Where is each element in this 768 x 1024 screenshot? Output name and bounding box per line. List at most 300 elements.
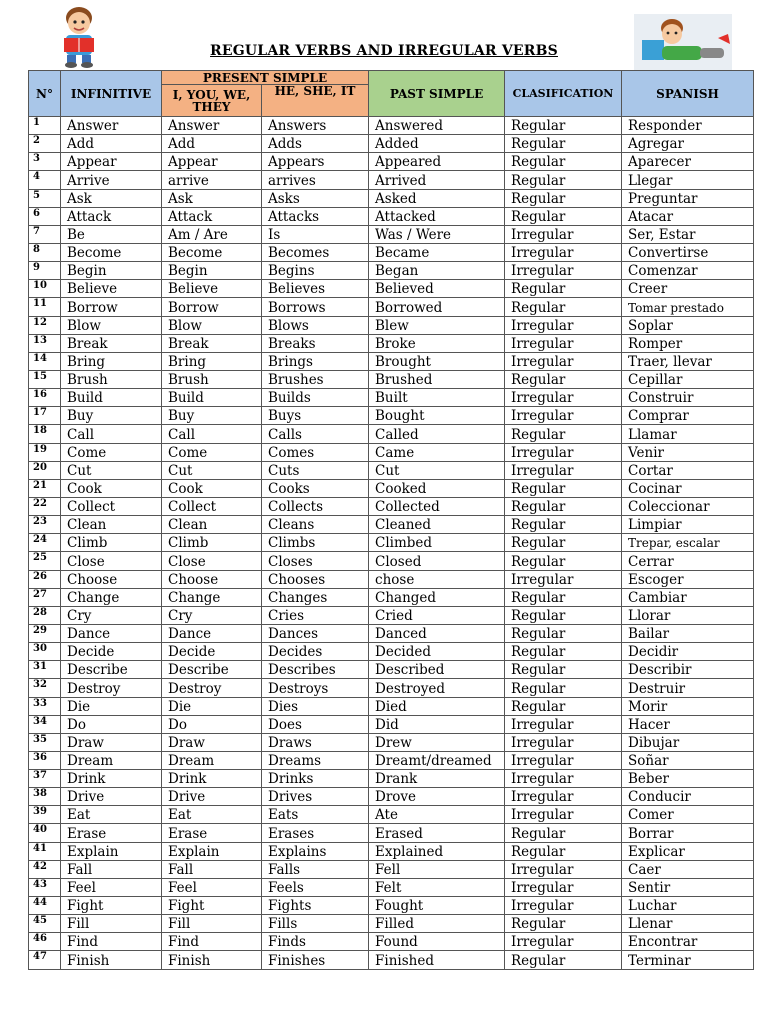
cell-infinitive: Explain (61, 842, 162, 860)
cell-number: 27 (29, 588, 61, 606)
table-row (29, 316, 754, 334)
cell-past-simple: Closed (369, 552, 505, 570)
table-row (29, 643, 754, 661)
cell-classification: Irregular (505, 751, 622, 769)
cell-infinitive: Describe (61, 661, 162, 679)
cell-present-singular: Chooses (262, 570, 369, 588)
cell-present-singular: Calls (262, 425, 369, 443)
table-row (29, 951, 754, 969)
cell-present-singular: Destroys (262, 679, 369, 697)
cell-present-plural: Buy (162, 407, 262, 425)
cell-present-plural: Close (162, 552, 262, 570)
cell-present-plural: Come (162, 443, 262, 461)
cell-number: 2 (29, 135, 61, 153)
cell-present-singular: Asks (262, 189, 369, 207)
cell-classification: Regular (505, 171, 622, 189)
cell-present-plural: Die (162, 697, 262, 715)
cell-present-singular: Erases (262, 824, 369, 842)
cell-spanish: Construir (622, 389, 754, 407)
cell-spanish: Romper (622, 334, 754, 352)
cell-spanish: Soplar (622, 316, 754, 334)
table-row (29, 552, 754, 570)
cell-number: 13 (29, 334, 61, 352)
table-row (29, 697, 754, 715)
cell-present-plural: Dance (162, 624, 262, 642)
table-row (29, 806, 754, 824)
cell-classification: Irregular (505, 461, 622, 479)
table-row (29, 407, 754, 425)
cell-present-plural: Dream (162, 751, 262, 769)
cell-present-plural: Climb (162, 534, 262, 552)
cell-present-plural: Erase (162, 824, 262, 842)
table-row (29, 788, 754, 806)
cell-present-plural: Bring (162, 352, 262, 370)
cell-present-singular: Explains (262, 842, 369, 860)
cell-present-singular: Cleans (262, 516, 369, 534)
header-spanish: SPANISH (622, 71, 754, 117)
cell-number: 5 (29, 189, 61, 207)
cell-infinitive: Erase (61, 824, 162, 842)
cell-number: 38 (29, 788, 61, 806)
cell-number: 11 (29, 298, 61, 316)
cell-present-plural: Call (162, 425, 262, 443)
cell-past-simple: Destroyed (369, 679, 505, 697)
table-row (29, 751, 754, 769)
cell-infinitive: Change (61, 588, 162, 606)
cell-infinitive: Finish (61, 951, 162, 969)
cell-present-singular: Finds (262, 933, 369, 951)
cell-spanish: Encontrar (622, 933, 754, 951)
cell-past-simple: Cooked (369, 479, 505, 497)
cell-spanish: Limpiar (622, 516, 754, 534)
cell-classification: Regular (505, 189, 622, 207)
cell-infinitive: Believe (61, 280, 162, 298)
table-row (29, 207, 754, 225)
cell-infinitive: Borrow (61, 298, 162, 316)
header-he-she-it: HE, SHE, IT (262, 85, 369, 117)
cell-spanish: Caer (622, 860, 754, 878)
cell-classification: Regular (505, 552, 622, 570)
cell-classification: Regular (505, 298, 622, 316)
cell-classification: Irregular (505, 225, 622, 243)
cell-infinitive: Ask (61, 189, 162, 207)
cell-present-plural: Find (162, 933, 262, 951)
cell-spanish: Trepar, escalar (622, 534, 754, 552)
cell-past-simple: Climbed (369, 534, 505, 552)
cell-past-simple: Brushed (369, 370, 505, 388)
cell-past-simple: Built (369, 389, 505, 407)
cell-infinitive: Clean (61, 516, 162, 534)
cell-number: 35 (29, 733, 61, 751)
cell-present-plural: Drink (162, 770, 262, 788)
cell-past-simple: Described (369, 661, 505, 679)
cell-infinitive: Cut (61, 461, 162, 479)
cell-present-plural: Break (162, 334, 262, 352)
cell-present-plural: Build (162, 389, 262, 407)
cell-classification: Irregular (505, 770, 622, 788)
verbs-table (28, 70, 754, 970)
cell-present-plural: Begin (162, 262, 262, 280)
cell-present-singular: Fights (262, 897, 369, 915)
cell-number: 12 (29, 316, 61, 334)
cell-classification: Regular (505, 153, 622, 171)
cell-present-singular: Is (262, 225, 369, 243)
cell-present-singular: Draws (262, 733, 369, 751)
cell-number: 1 (29, 117, 61, 135)
cell-spanish: Venir (622, 443, 754, 461)
table-row (29, 842, 754, 860)
cell-classification: Regular (505, 588, 622, 606)
cell-infinitive: Fill (61, 915, 162, 933)
cell-present-plural: Cut (162, 461, 262, 479)
cell-present-singular: Cries (262, 606, 369, 624)
table-row (29, 624, 754, 642)
cell-present-singular: arrives (262, 171, 369, 189)
cell-present-singular: Closes (262, 552, 369, 570)
cell-present-singular: Collects (262, 497, 369, 515)
table-row (29, 243, 754, 261)
cell-present-plural: Cry (162, 606, 262, 624)
cell-infinitive: Blow (61, 316, 162, 334)
cell-classification: Irregular (505, 243, 622, 261)
cell-present-plural: Clean (162, 516, 262, 534)
cell-past-simple: Broke (369, 334, 505, 352)
cell-spanish: Morir (622, 697, 754, 715)
table-row (29, 280, 754, 298)
table-row (29, 534, 754, 552)
cell-past-simple: Attacked (369, 207, 505, 225)
cell-present-plural: Collect (162, 497, 262, 515)
cell-spanish: Llamar (622, 425, 754, 443)
cell-classification: Regular (505, 915, 622, 933)
cell-classification: Regular (505, 207, 622, 225)
verbs-table-body (29, 117, 754, 970)
cell-present-singular: Believes (262, 280, 369, 298)
cell-infinitive: Climb (61, 534, 162, 552)
cell-number: 30 (29, 643, 61, 661)
cell-number: 14 (29, 352, 61, 370)
cell-past-simple: Died (369, 697, 505, 715)
cell-number: 43 (29, 878, 61, 896)
cell-past-simple: Finished (369, 951, 505, 969)
cell-past-simple: Found (369, 933, 505, 951)
cell-infinitive: Bring (61, 352, 162, 370)
cell-spanish: Comprar (622, 407, 754, 425)
cell-present-singular: Drives (262, 788, 369, 806)
cell-number: 36 (29, 751, 61, 769)
cell-present-plural: Brush (162, 370, 262, 388)
cell-infinitive: Draw (61, 733, 162, 751)
cell-present-plural: Finish (162, 951, 262, 969)
cell-present-singular: Finishes (262, 951, 369, 969)
cell-infinitive: Drive (61, 788, 162, 806)
cell-present-singular: Builds (262, 389, 369, 407)
cell-spanish: Cocinar (622, 479, 754, 497)
cell-classification: Regular (505, 280, 622, 298)
cell-classification: Irregular (505, 334, 622, 352)
cell-past-simple: Brought (369, 352, 505, 370)
cell-present-singular: Falls (262, 860, 369, 878)
cell-past-simple: Fell (369, 860, 505, 878)
cell-spanish: Agregar (622, 135, 754, 153)
cell-past-simple: Bought (369, 407, 505, 425)
cell-classification: Regular (505, 425, 622, 443)
cell-infinitive: Close (61, 552, 162, 570)
cell-number: 46 (29, 933, 61, 951)
cell-classification: Regular (505, 516, 622, 534)
header-present-simple: PRESENT SIMPLE (162, 71, 369, 85)
table-row (29, 370, 754, 388)
cell-spanish: Llenar (622, 915, 754, 933)
cell-spanish: Llorar (622, 606, 754, 624)
cell-number: 28 (29, 606, 61, 624)
cell-infinitive: Be (61, 225, 162, 243)
cell-spanish: Traer, llevar (622, 352, 754, 370)
cell-present-singular: Adds (262, 135, 369, 153)
cell-past-simple: Arrived (369, 171, 505, 189)
cell-infinitive: Drink (61, 770, 162, 788)
cell-present-plural: arrive (162, 171, 262, 189)
table-row (29, 479, 754, 497)
cell-past-simple: Cried (369, 606, 505, 624)
header-number: N° (29, 71, 61, 117)
cell-present-singular: Feels (262, 878, 369, 896)
cell-spanish: Beber (622, 770, 754, 788)
cell-infinitive: Cook (61, 479, 162, 497)
cell-classification: Irregular (505, 788, 622, 806)
cell-present-plural: Blow (162, 316, 262, 334)
table-row (29, 733, 754, 751)
cell-infinitive: Brush (61, 370, 162, 388)
cell-spanish: Bailar (622, 624, 754, 642)
table-row (29, 915, 754, 933)
cell-past-simple: Began (369, 262, 505, 280)
cell-classification: Irregular (505, 316, 622, 334)
cell-spanish: Responder (622, 117, 754, 135)
cell-number: 26 (29, 570, 61, 588)
cell-spanish: Escoger (622, 570, 754, 588)
cell-number: 39 (29, 806, 61, 824)
table-row (29, 897, 754, 915)
cell-present-plural: Fall (162, 860, 262, 878)
cell-present-singular: Climbs (262, 534, 369, 552)
cell-past-simple: Fought (369, 897, 505, 915)
cell-classification: Regular (505, 661, 622, 679)
cell-spanish: Dibujar (622, 733, 754, 751)
cell-past-simple: Asked (369, 189, 505, 207)
cell-present-plural: Eat (162, 806, 262, 824)
cell-number: 15 (29, 370, 61, 388)
cell-number: 37 (29, 770, 61, 788)
cell-infinitive: Begin (61, 262, 162, 280)
cell-past-simple: Came (369, 443, 505, 461)
header-infinitive: INFINITIVE (61, 71, 162, 117)
cell-infinitive: Dream (61, 751, 162, 769)
cell-present-plural: Fill (162, 915, 262, 933)
table-row (29, 516, 754, 534)
cell-present-plural: Choose (162, 570, 262, 588)
cell-classification: Regular (505, 117, 622, 135)
cell-classification: Regular (505, 370, 622, 388)
cell-classification: Irregular (505, 878, 622, 896)
cell-present-plural: Explain (162, 842, 262, 860)
cell-spanish: Convertirse (622, 243, 754, 261)
cell-present-plural: Fight (162, 897, 262, 915)
page-title: REGULAR VERBS AND IRREGULAR VERBS (210, 43, 558, 59)
table-row (29, 298, 754, 316)
cell-past-simple: Was / Were (369, 225, 505, 243)
cell-spanish: Hacer (622, 715, 754, 733)
cell-classification: Regular (505, 679, 622, 697)
cell-past-simple: Appeared (369, 153, 505, 171)
cell-number: 42 (29, 860, 61, 878)
cell-number: 22 (29, 497, 61, 515)
table-row (29, 461, 754, 479)
table-row (29, 770, 754, 788)
cell-number: 6 (29, 207, 61, 225)
cell-infinitive: Dance (61, 624, 162, 642)
table-row (29, 570, 754, 588)
cell-present-singular: Dies (262, 697, 369, 715)
cell-infinitive: Come (61, 443, 162, 461)
cell-number: 23 (29, 516, 61, 534)
table-row (29, 153, 754, 171)
cell-infinitive: Appear (61, 153, 162, 171)
cell-present-plural: Feel (162, 878, 262, 896)
cell-infinitive: Fall (61, 860, 162, 878)
cell-classification: Regular (505, 824, 622, 842)
cell-spanish: Tomar prestado (622, 298, 754, 316)
cell-past-simple: Called (369, 425, 505, 443)
cell-classification: Irregular (505, 897, 622, 915)
table-row (29, 824, 754, 842)
cell-infinitive: Break (61, 334, 162, 352)
cell-present-plural: Ask (162, 189, 262, 207)
cell-infinitive: Call (61, 425, 162, 443)
cell-past-simple: Added (369, 135, 505, 153)
cell-past-simple: Drove (369, 788, 505, 806)
cell-classification: Regular (505, 534, 622, 552)
cell-present-plural: Draw (162, 733, 262, 751)
cell-present-plural: Decide (162, 643, 262, 661)
cell-spanish: Luchar (622, 897, 754, 915)
cell-present-plural: Answer (162, 117, 262, 135)
cell-spanish: Decidir (622, 643, 754, 661)
cell-past-simple: Changed (369, 588, 505, 606)
cell-classification: Irregular (505, 389, 622, 407)
cell-classification: Irregular (505, 860, 622, 878)
cell-past-simple: Erased (369, 824, 505, 842)
cell-spanish: Borrar (622, 824, 754, 842)
cell-spanish: Soñar (622, 751, 754, 769)
cell-spanish: Comenzar (622, 262, 754, 280)
cell-classification: Irregular (505, 407, 622, 425)
cell-present-singular: Appears (262, 153, 369, 171)
table-row (29, 443, 754, 461)
cell-present-singular: Begins (262, 262, 369, 280)
table-row (29, 189, 754, 207)
cell-spanish: Cepillar (622, 370, 754, 388)
table-row (29, 117, 754, 135)
cell-infinitive: Do (61, 715, 162, 733)
table-row (29, 262, 754, 280)
table-row (29, 661, 754, 679)
cell-number: 21 (29, 479, 61, 497)
cell-past-simple: Decided (369, 643, 505, 661)
cell-present-plural: Am / Are (162, 225, 262, 243)
cell-infinitive: Decide (61, 643, 162, 661)
cell-classification: Irregular (505, 352, 622, 370)
cell-present-singular: Changes (262, 588, 369, 606)
cell-classification: Irregular (505, 733, 622, 751)
cell-past-simple: chose (369, 570, 505, 588)
header-past-simple: PAST SIMPLE (369, 71, 505, 117)
cell-present-singular: Cuts (262, 461, 369, 479)
cell-number: 34 (29, 715, 61, 733)
cell-spanish: Llegar (622, 171, 754, 189)
cell-present-plural: Borrow (162, 298, 262, 316)
cell-present-plural: Drive (162, 788, 262, 806)
cell-infinitive: Buy (61, 407, 162, 425)
cell-classification: Irregular (505, 933, 622, 951)
cell-spanish: Terminar (622, 951, 754, 969)
table-row (29, 679, 754, 697)
cell-present-plural: Destroy (162, 679, 262, 697)
cell-present-plural: Change (162, 588, 262, 606)
cell-spanish: Comer (622, 806, 754, 824)
cell-past-simple: Borrowed (369, 298, 505, 316)
table-row (29, 588, 754, 606)
table-row (29, 389, 754, 407)
cell-present-singular: Breaks (262, 334, 369, 352)
cell-infinitive: Eat (61, 806, 162, 824)
cell-past-simple: Danced (369, 624, 505, 642)
cell-classification: Regular (505, 842, 622, 860)
cell-past-simple: Filled (369, 915, 505, 933)
cell-number: 47 (29, 951, 61, 969)
cell-infinitive: Add (61, 135, 162, 153)
cell-spanish: Atacar (622, 207, 754, 225)
cell-spanish: Explicar (622, 842, 754, 860)
cell-present-plural: Cook (162, 479, 262, 497)
cell-past-simple: Ate (369, 806, 505, 824)
table-row (29, 334, 754, 352)
cell-number: 17 (29, 407, 61, 425)
cell-infinitive: Collect (61, 497, 162, 515)
cell-present-singular: Buys (262, 407, 369, 425)
cell-classification: Irregular (505, 443, 622, 461)
header-i-you-we-they: I, YOU, WE, THEY (162, 85, 262, 117)
table-row (29, 225, 754, 243)
cell-past-simple: Answered (369, 117, 505, 135)
cell-number: 32 (29, 679, 61, 697)
cell-classification: Irregular (505, 570, 622, 588)
cell-infinitive: Become (61, 243, 162, 261)
cell-spanish: Conducir (622, 788, 754, 806)
cell-past-simple: Explained (369, 842, 505, 860)
cell-number: 9 (29, 262, 61, 280)
cell-classification: Irregular (505, 806, 622, 824)
cell-past-simple: Blew (369, 316, 505, 334)
cell-number: 16 (29, 389, 61, 407)
cell-present-singular: Becomes (262, 243, 369, 261)
cell-spanish: Cortar (622, 461, 754, 479)
cell-present-singular: Dances (262, 624, 369, 642)
cell-number: 41 (29, 842, 61, 860)
table-row (29, 860, 754, 878)
cell-infinitive: Feel (61, 878, 162, 896)
cell-number: 10 (29, 280, 61, 298)
